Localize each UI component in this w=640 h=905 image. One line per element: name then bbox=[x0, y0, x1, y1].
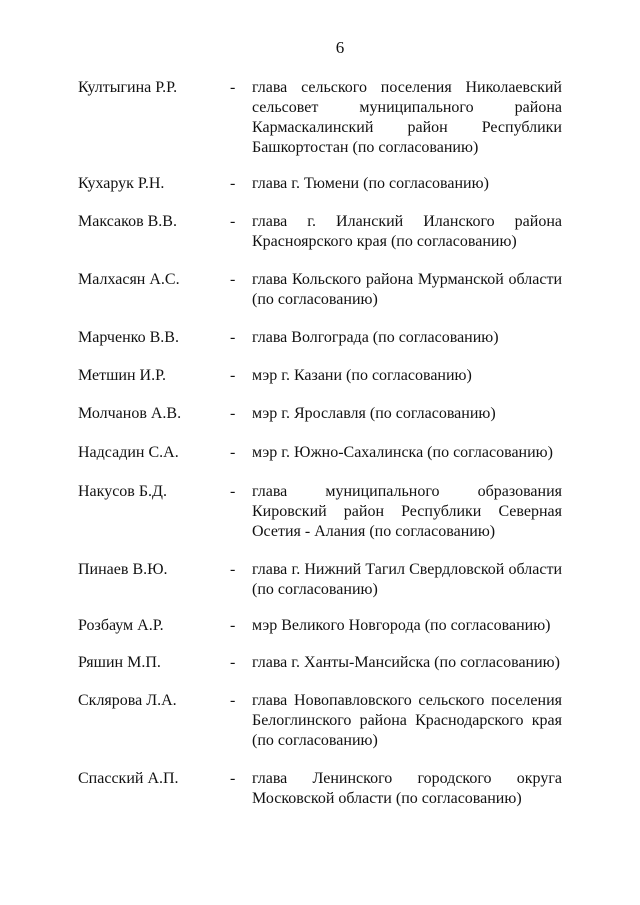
dash: - bbox=[230, 692, 236, 709]
position-description: глава Волгограда (по согласованию) bbox=[252, 329, 499, 346]
person-name: Спасский А.П. bbox=[78, 770, 179, 787]
position-description: мэр г. Ярославля (по согласованию) bbox=[252, 405, 496, 422]
dash: - bbox=[230, 770, 236, 787]
person-name: Пинаев В.Ю. bbox=[78, 561, 168, 578]
position-description: мэр г. Южно-Сахалинска (по согласованию) bbox=[252, 444, 553, 461]
position-description: глава муниципального образования Кировский район Республики Северная Осетия - Алания (по согласованию) bbox=[252, 483, 562, 540]
position-description: глава г. Иланский Иланского района Красноярского края (по согласованию) bbox=[252, 213, 562, 250]
dash: - bbox=[230, 405, 236, 422]
dash: - bbox=[230, 329, 236, 346]
person-name: Кухарук Р.Н. bbox=[78, 175, 165, 192]
person-name: Максаков В.В. bbox=[78, 213, 177, 230]
page-number: 6 bbox=[335, 38, 345, 57]
dash: - bbox=[230, 367, 236, 384]
position-description: глава г. Тюмени (по согласованию) bbox=[252, 175, 489, 192]
dash: - bbox=[230, 483, 236, 500]
person-name: Марченко В.В. bbox=[78, 329, 179, 346]
dash: - bbox=[230, 617, 236, 634]
person-name: Малхасян А.С. bbox=[78, 271, 180, 288]
position-description: мэр Великого Новгорода (по согласованию) bbox=[252, 617, 551, 634]
dash: - bbox=[230, 213, 236, 230]
position-description: глава сельского поселения Николаевский сельсовет муниципального района Кармаскалинский район Республики Башкортостан (по согласованию) bbox=[252, 79, 562, 156]
person-name: Надсадин С.А. bbox=[78, 444, 179, 461]
person-name: Ряшин М.П. bbox=[78, 654, 161, 671]
dash: - bbox=[230, 561, 236, 578]
position-description: мэр г. Казани (по согласованию) bbox=[252, 367, 472, 384]
dash: - bbox=[230, 175, 236, 192]
person-name: Розбаум А.Р. bbox=[78, 617, 164, 634]
dash: - bbox=[230, 444, 236, 461]
person-name: Метшин И.Р. bbox=[78, 367, 167, 384]
dash: - bbox=[230, 271, 236, 288]
position-description: глава г. Нижний Тагил Свердловской области (по согласованию) bbox=[252, 561, 562, 598]
person-name: Култыгина Р.Р. bbox=[78, 79, 178, 96]
dash: - bbox=[230, 79, 236, 96]
person-name: Молчанов А.В. bbox=[78, 405, 182, 422]
position-description: глава Ленинского городского округа Московской области (по согласованию) bbox=[252, 770, 562, 807]
position-description: глава г. Ханты-Мансийска (по согласованию) bbox=[252, 654, 560, 671]
person-name: Накусов Б.Д. bbox=[78, 483, 167, 500]
position-description: глава Новопавловского сельского поселения Белоглинского района Краснодарского края (по согласованию) bbox=[252, 692, 562, 749]
person-name: Склярова Л.А. bbox=[78, 692, 177, 709]
position-description: глава Кольского района Мурманской области (по согласованию) bbox=[252, 271, 562, 308]
dash: - bbox=[230, 654, 236, 671]
